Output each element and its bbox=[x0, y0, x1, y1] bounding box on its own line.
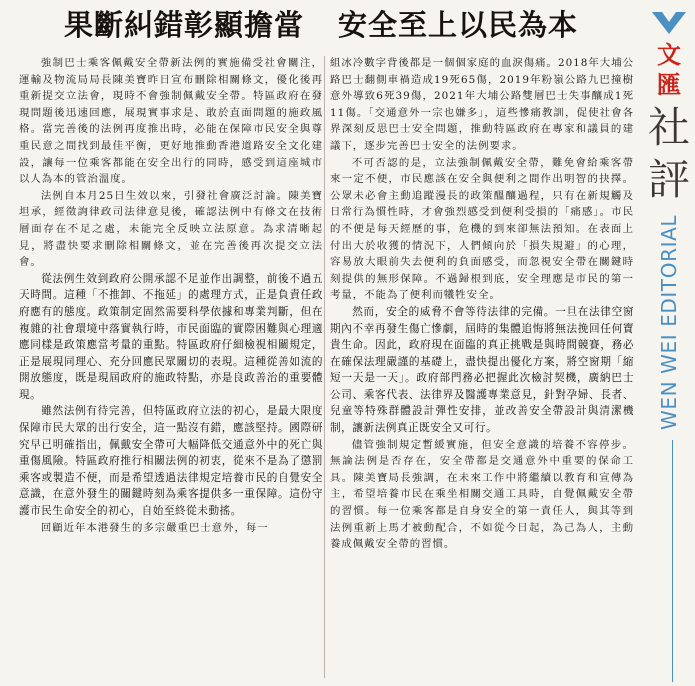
section-char-1: 社 bbox=[647, 103, 690, 152]
paragraph-left-1: 強制巴士乘客佩戴安全帶新法例的實施備受社會關注，運輸及物流局局長陳美寶昨日宣布刪除相關條文，優化後再重新提交立法會，現時不會強制佩戴安全帶。特區政府在發現問題後迅速回應，展現實事求是、敢於直面問題的施政風格。當完善後的法例再度推出時，必能在保障市民安全與尊重民意之間找到最佳平衡，更好地推動香港道路安全文化建設，讓每一位乘客都能在安全出行的同時，感受到這座城市以人為本的管治溫度。 bbox=[19, 57, 323, 186]
paragraph-right-4: 儘管強制規定暫緩實施，但安全意識的培養不容停步。無論法例是否存在，安全帶都是交通意外中重要的保命工具。陳美寶局長強調，在未來工作中將繼續以教育和宣傳為主，希望培養市民在乘坐相關交通工具時，自覺佩戴安全帶的習慣。每一位乘客都是自身安全的第一責任人，與其等到法例重新上馬才被動配合，不如從今日起，為己為人，主動養成佩戴安全帶的習慣。 bbox=[330, 438, 634, 551]
article-column-right bbox=[330, 55, 634, 553]
paragraph-left-3: 從法例生效到政府公開承認不足並作出調整，前後不過五天時間。這種「不推卸、不拖延」的處理方式，正是負責任政府應有的態度。政策制定固然需要科學依據和專業判斷，但在複雜的社會環境中落實執行時，市民面臨的實際困難與心理適應同樣是政策應當考量的重點。特區政府仔細檢視相關規定，正是展現同理心、充分回應民眾關切的表現。這種從善如流的開放態度，既是現屆政府的施政特點，亦是良政善治的重要體現。 bbox=[19, 272, 323, 401]
paragraph-right-1: 組冰冷數字背後都是一個個家庭的血淚傷痛。2018年大埔公路巴士翻側車禍造成19死65傷，2019年粉嶺公路九巴撞樹意外導致6死39傷，2021年大埔公路雙層巴士失事釀成1死11傷。「交通意外一宗也嫌多」，這些慘痛教訓，促使社會各界深刻反思巴士安全問題，推動特區政府在專家和議員的建議下，逐步完善巴士安全的法例要求。 bbox=[330, 57, 634, 152]
brand-char-1: 文 bbox=[657, 40, 681, 69]
paragraph-left-5: 回顧近年本港發生的多宗嚴重巴士意外，每一 bbox=[40, 521, 269, 534]
paragraph-left-2: 法例自本月25日生效以來，引發社會廣泛討論。陳美寶坦承，經徵詢律政司法律意見後，確認法例中有條文在技術層面存在不足之處，未能完全反映立法原意。為求清晰起見，將盡快要求刪除相關條文，並在完善後再次提交立法會。 bbox=[19, 189, 323, 269]
paragraph-right-3: 然而，安全的威脅不會等待法律的完備。一旦在法律空窗期內不幸再發生傷亡慘劇，屆時的集體追悔將無法挽回任何寶貴生命。因此，政府現在面臨的真正挑戰是與時間競賽，務必在確保法理嚴謹的基礎上，盡快提出優化方案，將空窗期「縮短一天是一天」。政府部門務必把握此次檢討契機，廣納巴士公司、乘客代表、法律界及醫護專業意見，針對孕婦、長者、兒童等特殊群體設計彈性安排，並改善安全帶設計與清潔機制，讓新法例真正既安全又可行。 bbox=[330, 305, 634, 435]
headline bbox=[0, 0, 642, 46]
paragraph-right-2: 不可否認的是，立法強制佩戴安全帶，難免會給乘客帶來一定不便，市民應該在安全與便利之間作出明智的抉擇。公眾未必會主動追蹤漫長的政策醞釀過程，只有在新規觸及日常行為慣性時，才會強烈感受到便利受損的「痛感」。市民的不便是每天經歷的事，危機的到來卻無法預知。在表面上付出大於收獲的情況下，人們傾向於「損失規避」的心理，容易放大眼前失去便利的負面感受，而忽視安全帶在關鍵時刻提供的無形保障。不過歸根到底，安全理應是市民的第一考量，不能為了便利而犧牲安全。 bbox=[330, 156, 634, 302]
article-column-left bbox=[19, 55, 323, 536]
paragraph-left-4: 雖然法例有待完善，但特區政府立法的初心，是最大限度保障市民大眾的出行安全，這一點沒有錯，應該堅持。國際研究早已明確指出，佩戴安全帶可大幅降低交通意外中的死亡與重傷風險。特區政府推行相關法例的初衷，從來不是為了懲罰乘客或製造不便，而是希望透過法律規定培養市民的自覺安全意識，在意外發生的關鍵時刻為乘客提供多一重保障。這份守護市民生命安全的初心，自始至終從未動搖。 bbox=[19, 405, 323, 518]
headline-part-1: 果斷糾錯彰顯擔當 bbox=[63, 7, 304, 42]
headline-part-2: 安全至上以民為本 bbox=[338, 7, 579, 42]
brand-char-2: 匯 bbox=[657, 70, 681, 99]
brand-name bbox=[654, 40, 684, 100]
section-title bbox=[644, 102, 694, 206]
section-char-2: 評 bbox=[647, 155, 690, 204]
english-section-label: WEN WEI EDITORIAL bbox=[657, 214, 681, 430]
masthead-sidebar bbox=[642, 0, 695, 686]
triangle-notch bbox=[662, 12, 676, 22]
sidebar-rule bbox=[672, 440, 673, 682]
column-divider bbox=[324, 56, 325, 678]
